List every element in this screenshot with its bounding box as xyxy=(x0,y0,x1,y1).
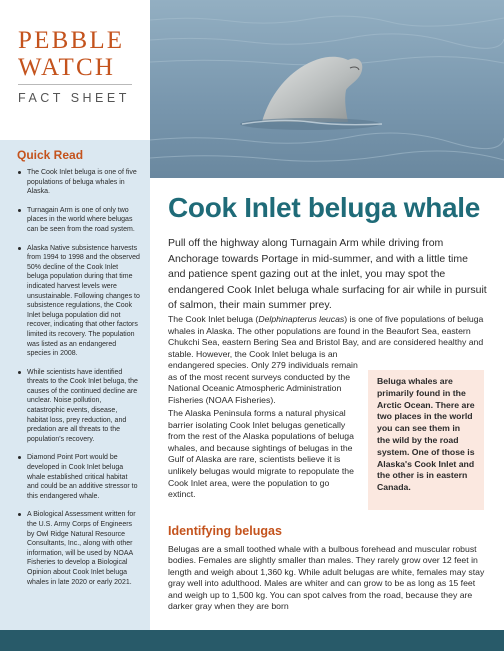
section-heading: Identifying belugas xyxy=(168,524,282,538)
brand-divider xyxy=(18,84,132,85)
callout-box: Beluga whales are primarily found in the Arctic Ocean. There are two places in the world you can see them in the wild by the road system. One of those is Alaska's Cook Inlet and the other is in eastern Canada. xyxy=(368,370,484,510)
body-paragraph-3: The Alaska Peninsula forms a natural physical barrier isolating Cook Inlet belugas genetically from the rest of the Alaska populations of beluga whales, and because sightings of belugas in the Gulf of Alaska are rare, scientists believe it is unlikely belugas would migrate to repopulate the Cook Inlet area, were the population to go extinct. xyxy=(168,408,354,500)
body-text-span: ) is one of five populations of beluga whales in Alaska. The other populations are found in the Beaufort Sea, eastern Chukchi Sea, eastern Bering Sea and Bristol Bay, and are considered healthy and stable. However, the Cook Inlet beluga is an xyxy=(168,314,484,359)
hero-photo xyxy=(150,0,504,178)
quick-read-item: A Biological Assessment written for the U.S. Army Corps of Engineers by Owl Ridge Natural Resource Consultants, Inc., along with other information, will be used by NOAA Fisheries to develop a Biological Opinion about Cook Inlet beluga whales in late 2020 or early 2021. xyxy=(10,510,140,587)
article-title: Cook Inlet beluga whale xyxy=(168,192,481,223)
quick-read-item: Diamond Point Port would be developed in Cook Inlet beluga whale established critical habitat and could be an additive stressor to this endangered whale. xyxy=(10,453,140,501)
brand-subtitle: FACT SHEET xyxy=(18,91,130,105)
masthead xyxy=(0,0,150,140)
species-name: Delphinapterus leucas xyxy=(258,314,345,324)
quick-read-item: While scientists have identified threats to the Cook Inlet beluga, the causes of the continued decline are unclear. Noise pollution, catastrophic events, disease, habitat loss, prey reduction, and predation are all threats to the population's recovery. xyxy=(10,368,140,445)
quick-read-list xyxy=(10,168,140,587)
body-text-span: The Cook Inlet beluga ( xyxy=(168,314,259,324)
beluga-whale-illustration xyxy=(150,0,504,178)
footer-bar xyxy=(0,630,504,651)
body-paragraph-2: endangered species. Only 279 individuals remain as of the most recent surveys conducted by the National Oceanic Atmospheric Administration Fisheries (NOAA Fisheries). xyxy=(168,360,358,405)
quick-read-item: Alaska Native subsistence harvests from 1994 to 1998 and the observed 50% decline of the Cook Inlet beluga population during that time indicated harvest levels were unsustainable. Following changes to subsistence regulations, the Cook Inlet beluga population did not recover, indicating that other factors limited its recovery. The population was listed as an endangered species in 2008. xyxy=(10,244,140,359)
quick-read-title: Quick Read xyxy=(17,148,84,162)
quick-read-sidebar xyxy=(0,140,150,630)
quick-read-item: The Cook Inlet beluga is one of five populations of beluga whales in Alaska. xyxy=(10,168,140,197)
quick-read-item: Turnagain Arm is one of only two places in the world where belugas can be seen from the road system. xyxy=(10,206,140,235)
brand-name-line2: WATCH xyxy=(18,54,116,81)
article-intro: Pull off the highway along Turnagain Arm while driving from Anchorage towards Portage in mid-summer, and with a little time and patience spent gazing out at the inlet, you may spot the endangered Cook Inlet beluga whale surfacing for air while in pursuit of salmon, their main summer prey. xyxy=(168,237,487,311)
body-paragraph-4: Belugas are a small toothed whale with a bulbous forehead and muscular robust bodies. Females are slightly smaller than males. They rarely grow over 12 feet in length and weigh about 1,360 kg. While adult belugas are white, females may stay gray well into adulthood. Males are whiter and can grow to be as long as 15 feet and weigh up to 1,500 kg. You can spot calves from the road, because they are darker gray when they are born xyxy=(168,544,485,612)
body-paragraph-1 xyxy=(168,314,490,360)
brand-name-line1: PEBBLE xyxy=(18,27,125,54)
